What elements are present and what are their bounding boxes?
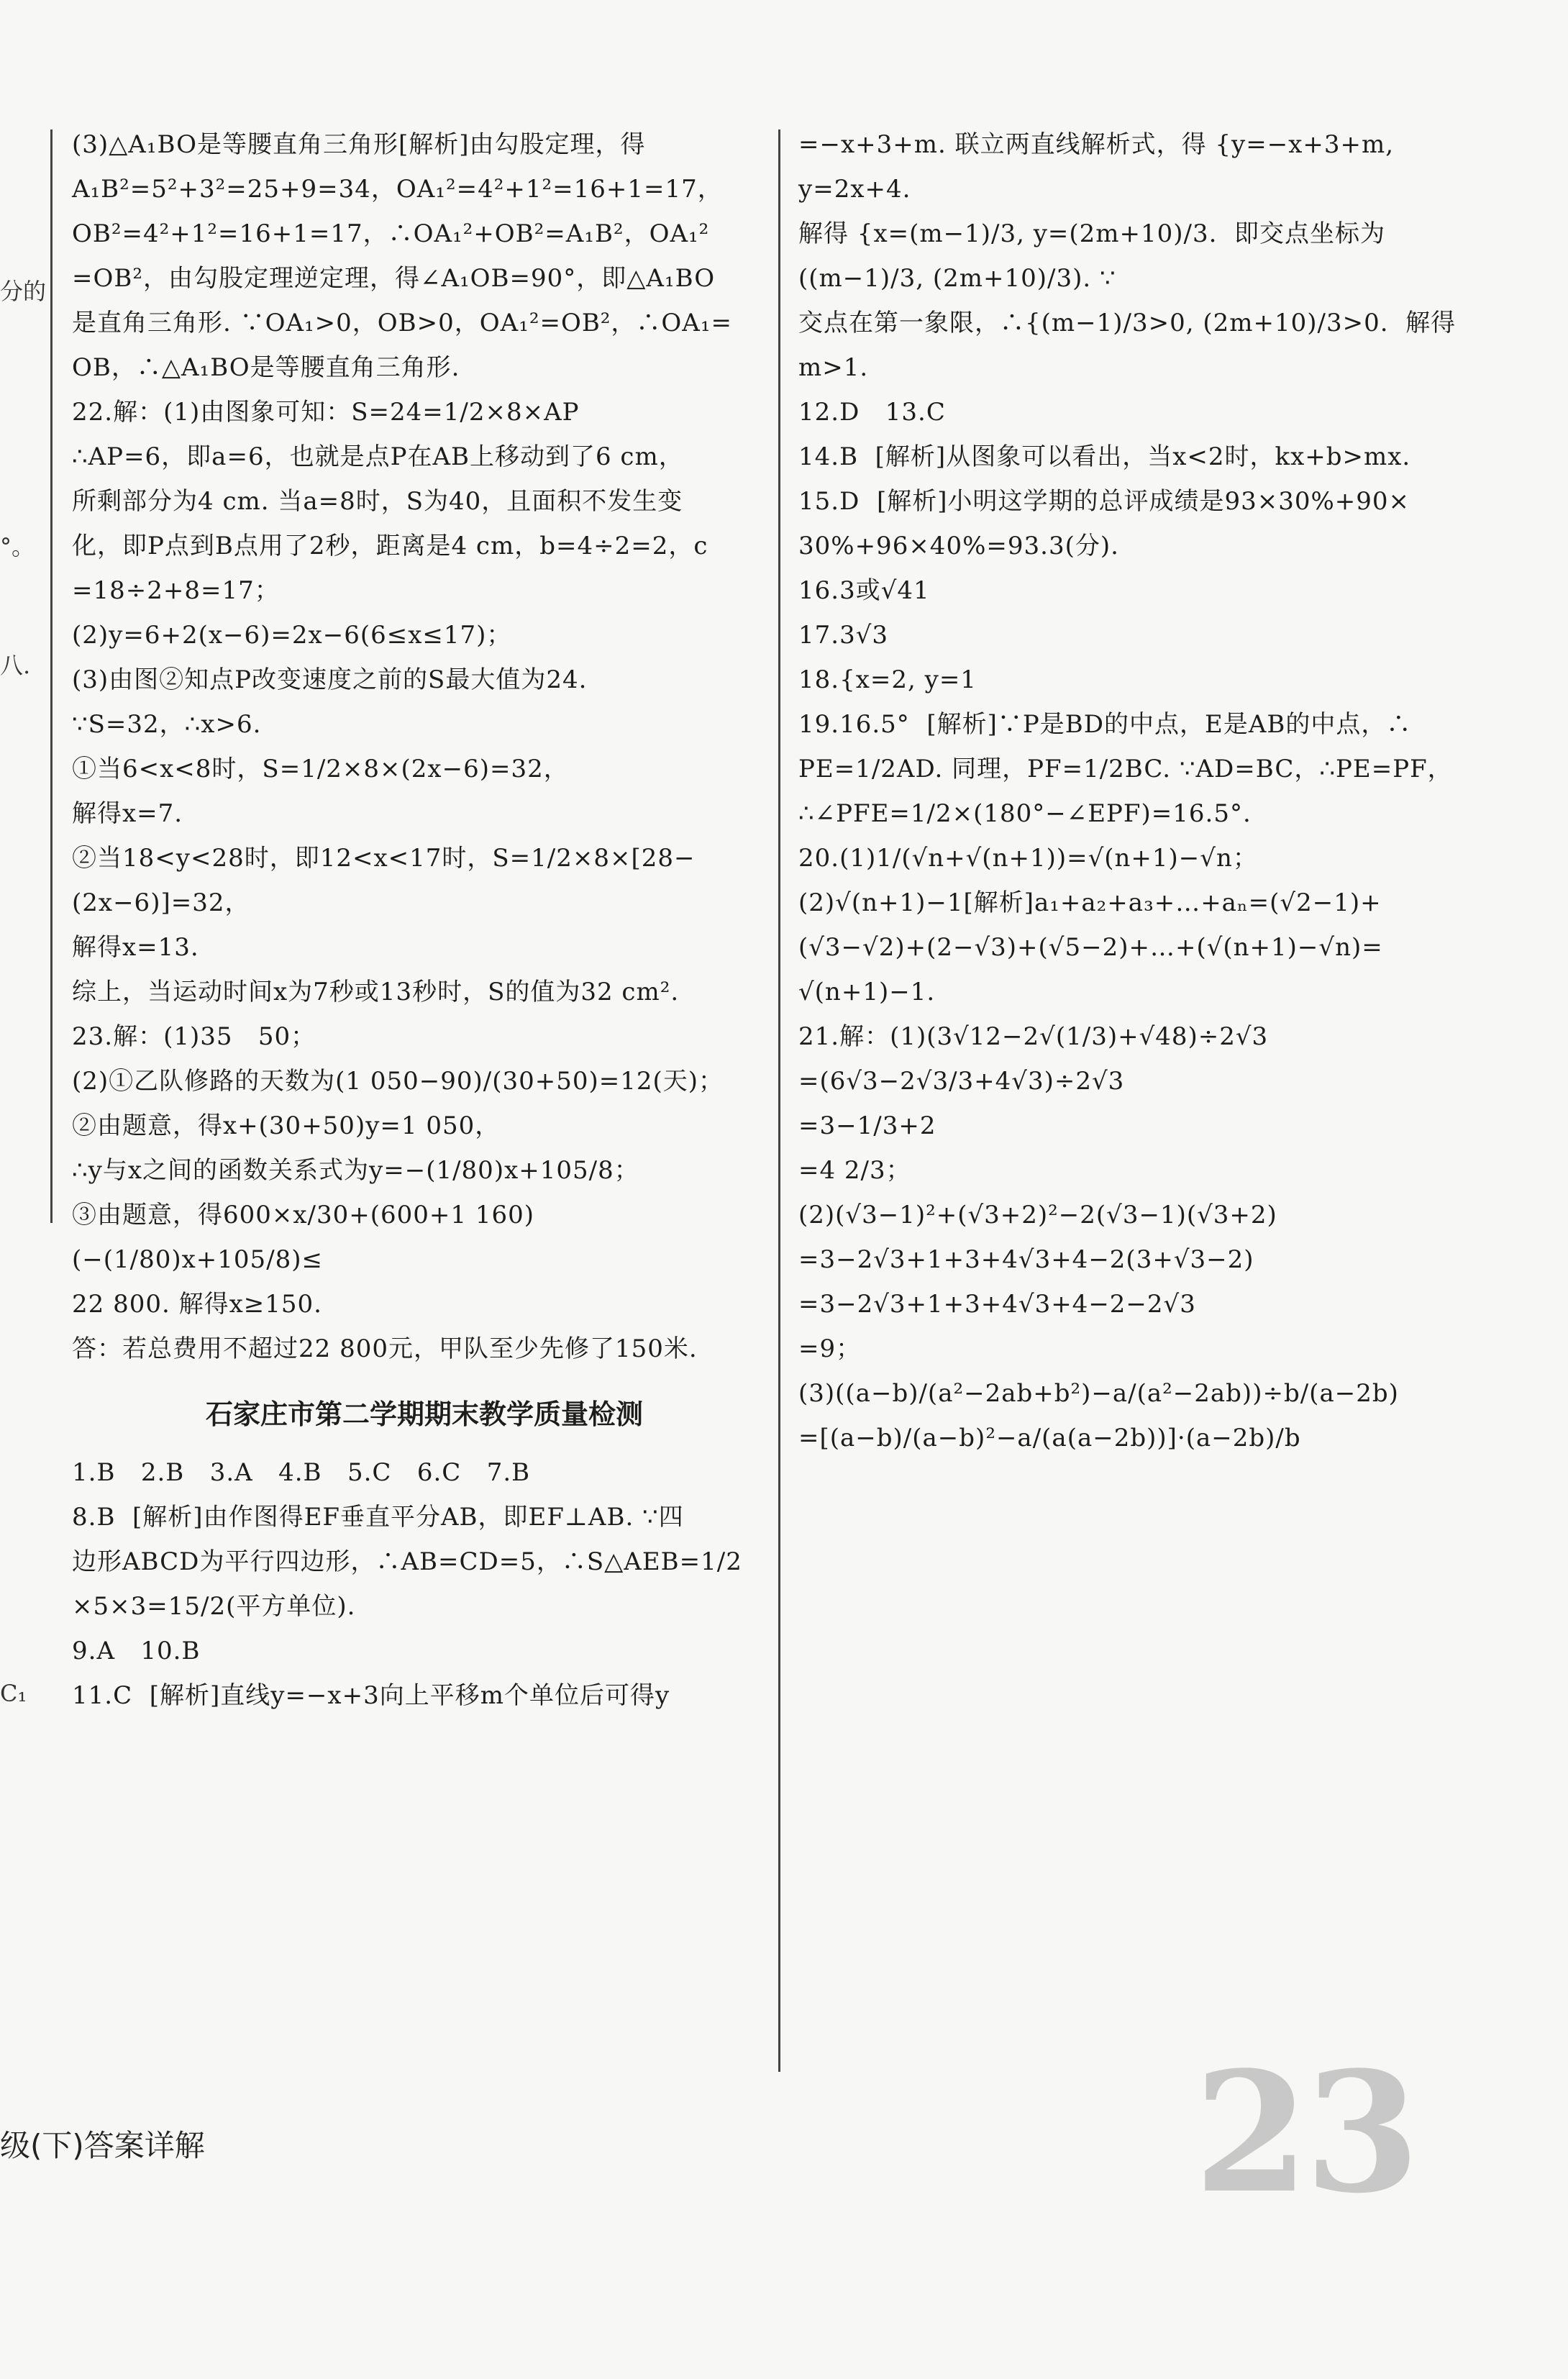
answer-line: 20.(1)1/(√n+√(n+1))=√(n+1)−√n；: [798, 844, 1258, 873]
answer-line: ①当6<x<8时，S=1/2×8×(2x−6)=32，: [72, 755, 569, 783]
answer-line: 19.16.5° [解析]∵P是BD的中点，E是AB的中点，∴: [798, 710, 1412, 739]
answer-line: 14.B [解析]从图象可以看出，当x<2时，kx+b>mx.: [798, 442, 1411, 471]
footer-text: 级(下)答案详解: [0, 2128, 205, 2163]
answer-line: =9；: [798, 1334, 862, 1363]
answer-line: OB，∴△A₁BO是等腰直角三角形.: [72, 353, 460, 382]
left-column: [50, 122, 777, 1718]
answer-line: ∵S=32，∴x>6.: [72, 710, 262, 739]
answer-line: (3)由图②知点P改变速度之前的S最大值为24.: [72, 665, 588, 694]
answer-line: 解得x=13.: [72, 933, 199, 962]
answer-line: 1.B 2.B 3.A 4.B 5.C 6.C 7.B: [72, 1458, 531, 1487]
answer-line: ②当18<y<28时，即12<x<17时，S=1/2×8×[28−: [72, 844, 696, 873]
answer-line: =[(a−b)/(a−b)²−a/(a(a−2b))]·(a−2b)/b: [798, 1424, 1301, 1452]
answer-line: (2)①乙队修路的天数为(1 050−90)/(30+50)=12(天)；: [72, 1067, 724, 1096]
section-title: 石家庄市第二学期期末教学质量检测: [205, 1398, 643, 1430]
margin-fragment: C₁: [0, 1680, 27, 1707]
answer-line: 解得 {x=(m−1)/3, y=(2m+10)/3. 即交点坐标为((m−1)/3, (2m+10)/3). ∵: [798, 219, 1386, 293]
answer-line: (3)((a−b)/(a²−2ab+b²)−a/(a²−2ab))÷b/(a−2b): [798, 1379, 1399, 1408]
answer-line: =3−2√3+1+3+4√3+4−2(3+√3−2): [798, 1245, 1254, 1274]
answer-line: PE=1/2AD. 同理，PF=1/2BC. ∵AD=BC，∴PE=PF，: [798, 755, 1453, 783]
answer-line: 化，即P点到B点用了2秒，距离是4 cm，b=4÷2=2，c: [72, 532, 708, 560]
answer-line: 18.{x=2, y=1: [798, 665, 977, 694]
answer-line: =OB²，由勾股定理逆定理，得∠A₁OB=90°，即△A₁BO: [72, 264, 716, 293]
margin-fragment: 八.: [0, 652, 31, 679]
answer-line: 12.D 13.C: [798, 398, 946, 427]
answer-line: (2)√(n+1)−1[解析]a₁+a₂+a₃+…+aₙ=(√2−1)+: [798, 888, 1382, 917]
answer-line: 16.3或√41: [798, 576, 930, 605]
margin-fragment: 分的: [0, 278, 47, 305]
answer-line: √(n+1)−1.: [798, 978, 936, 1006]
answer-line: 是直角三角形. ∵OA₁>0，OB>0，OA₁²=OB²，∴OA₁=: [72, 309, 732, 337]
answer-line: (2)y=6+2(x−6)=2x−6(6≤x≤17)；: [72, 621, 512, 650]
margin-fragment: °。: [0, 533, 35, 560]
answer-line: =3−1/3+2: [798, 1111, 936, 1140]
answer-line: 30%+96×40%=93.3(分).: [798, 532, 1119, 560]
answer-line: 9.A 10.B: [72, 1637, 201, 1665]
answer-line: 边形ABCD为平行四边形，∴AB=CD=5，∴S△AEB=1/2: [72, 1547, 742, 1576]
answer-line: 8.B [解析]由作图得EF垂直平分AB，即EF⊥AB. ∵四: [72, 1503, 684, 1532]
answer-line: OB²=4²+1²=16+1=17，∴OA₁²+OB²=A₁B²，OA₁²: [72, 219, 710, 248]
answer-line: =(6√3−2√3/3+4√3)÷2√3: [798, 1067, 1125, 1096]
answer-line: 23.解：(1)35 50；: [72, 1022, 316, 1051]
answer-line: 答：若总费用不超过22 800元，甲队至少先修了150米.: [72, 1334, 698, 1363]
answer-line: (3)△A₁BO是等腰直角三角形[解析]由勾股定理，得: [72, 130, 646, 159]
answer-line: =18÷2+8=17；: [72, 576, 280, 605]
answer-line: (2x−6)]=32，: [72, 888, 250, 917]
answer-line: 15.D [解析]小明这学期的总评成绩是93×30%+90×: [798, 487, 1410, 516]
answer-line: =−x+3+m. 联立两直线解析式，得 {y=−x+3+m, y=2x+4.: [798, 130, 1403, 204]
answer-line: 解得x=7.: [72, 799, 183, 828]
answer-line: 17.3√3: [798, 621, 888, 650]
answer-line: ③由题意，得600×x/30+(600+1 160)(−(1/80)x+105/8)≤: [72, 1201, 535, 1274]
answer-line: ②由题意，得x+(30+50)y=1 050，: [72, 1111, 501, 1140]
page-number: 23: [1194, 2036, 1416, 2230]
answer-line: 22.解：(1)由图象可知：S=24=1/2×8×AP: [72, 398, 580, 427]
answer-line: ∴y与x之间的函数关系式为y=−(1/80)x+105/8；: [72, 1156, 639, 1185]
answer-line: 综上，当运动时间x为7秒或13秒时，S的值为32 cm².: [72, 978, 680, 1006]
answer-line: ×5×3=15/2(平方单位).: [72, 1592, 356, 1621]
answer-line: A₁B²=5²+3²=25+9=34，OA₁²=4²+1²=16+1=17，: [72, 175, 723, 204]
answer-line: 22 800. 解得x≥150.: [72, 1290, 322, 1319]
right-column: [777, 122, 1503, 1460]
answer-line: 21.解：(1)(3√12−2√(1/3)+√48)÷2√3: [798, 1022, 1269, 1051]
answer-line: (√3−√2)+(2−√3)+(√5−2)+…+(√(n+1)−√n)=: [798, 933, 1383, 962]
answer-line: 所剩部分为4 cm. 当a=8时，S为40，且面积不发生变: [72, 487, 683, 516]
answer-line: ∴AP=6，即a=6，也就是点P在AB上移动到了6 cm，: [72, 442, 684, 471]
answer-line: (2)(√3−1)²+(√3+2)²−2(√3−1)(√3+2): [798, 1201, 1277, 1229]
answer-line: 11.C [解析]直线y=−x+3向上平移m个单位后可得y: [72, 1681, 670, 1710]
answer-line: ∴∠PFE=1/2×(180°−∠EPF)=16.5°.: [798, 799, 1252, 828]
answer-line: =4 2/3；: [798, 1156, 911, 1185]
answer-line: 交点在第一象限，∴{(m−1)/3>0, (2m+10)/3>0. 解得m>1.: [798, 309, 1457, 382]
answer-line: =3−2√3+1+3+4√3+4−2−2√3: [798, 1290, 1196, 1319]
